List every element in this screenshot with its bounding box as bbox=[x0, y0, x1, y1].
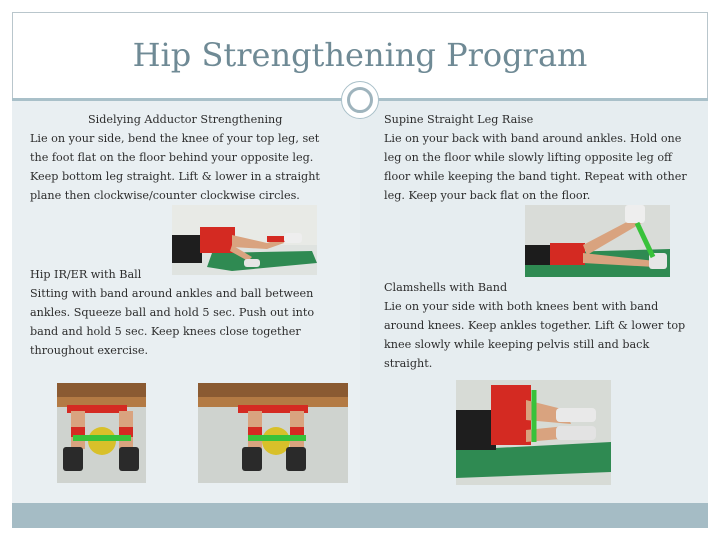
photo-hip-ir-er-1 bbox=[57, 383, 146, 483]
bottom-band bbox=[12, 503, 708, 528]
exercise-supine-straight-leg-raise bbox=[384, 110, 694, 205]
exercise-heading: Clamshells with Band bbox=[384, 281, 508, 294]
exercise-hip-ir-er bbox=[30, 265, 315, 360]
divider-ring-icon bbox=[341, 81, 379, 119]
exercise-heading: Supine Straight Leg Raise bbox=[384, 113, 534, 126]
photo-hip-ir-er-2 bbox=[198, 383, 348, 483]
photo-supine-straight-leg-raise bbox=[525, 205, 670, 277]
exercise-sidelying-adductor bbox=[30, 110, 330, 205]
slide-title: Hip Strengthening Program bbox=[132, 36, 588, 74]
exercise-instructions: Lie on your side, bend the knee of your top leg, set the foot flat on the floor behind your opposite leg. Keep bottom leg straight. Lift & lower in a straight plane then clockwise/counter clockwise circles. bbox=[30, 132, 320, 202]
photo-clamshells bbox=[456, 380, 611, 485]
exercise-heading: Hip IR/ER with Ball bbox=[30, 268, 142, 281]
exercise-instructions: Lie on your back with band around ankles. Hold one leg on the floor while slowly lifting opposite leg off floor while keeping the band tight. Repeat with other leg. Keep your back flat on the floor. bbox=[384, 132, 687, 202]
exercise-instructions: Lie on your side with both knees bent with band around knees. Keep ankles together. Lift & lower top knee slowly while keeping pelvis still and back straight. bbox=[384, 300, 686, 370]
photo-sidelying-adductor bbox=[172, 205, 317, 275]
exercise-heading: Sidelying Adductor Strengthening bbox=[88, 113, 283, 126]
exercise-instructions: Sitting with band around ankles and ball between ankles. Squeeze ball and hold 5 sec. Push out into band and hold 5 sec. Keep knees close together throughout exercise. bbox=[30, 287, 315, 357]
exercise-clamshells bbox=[384, 278, 694, 373]
